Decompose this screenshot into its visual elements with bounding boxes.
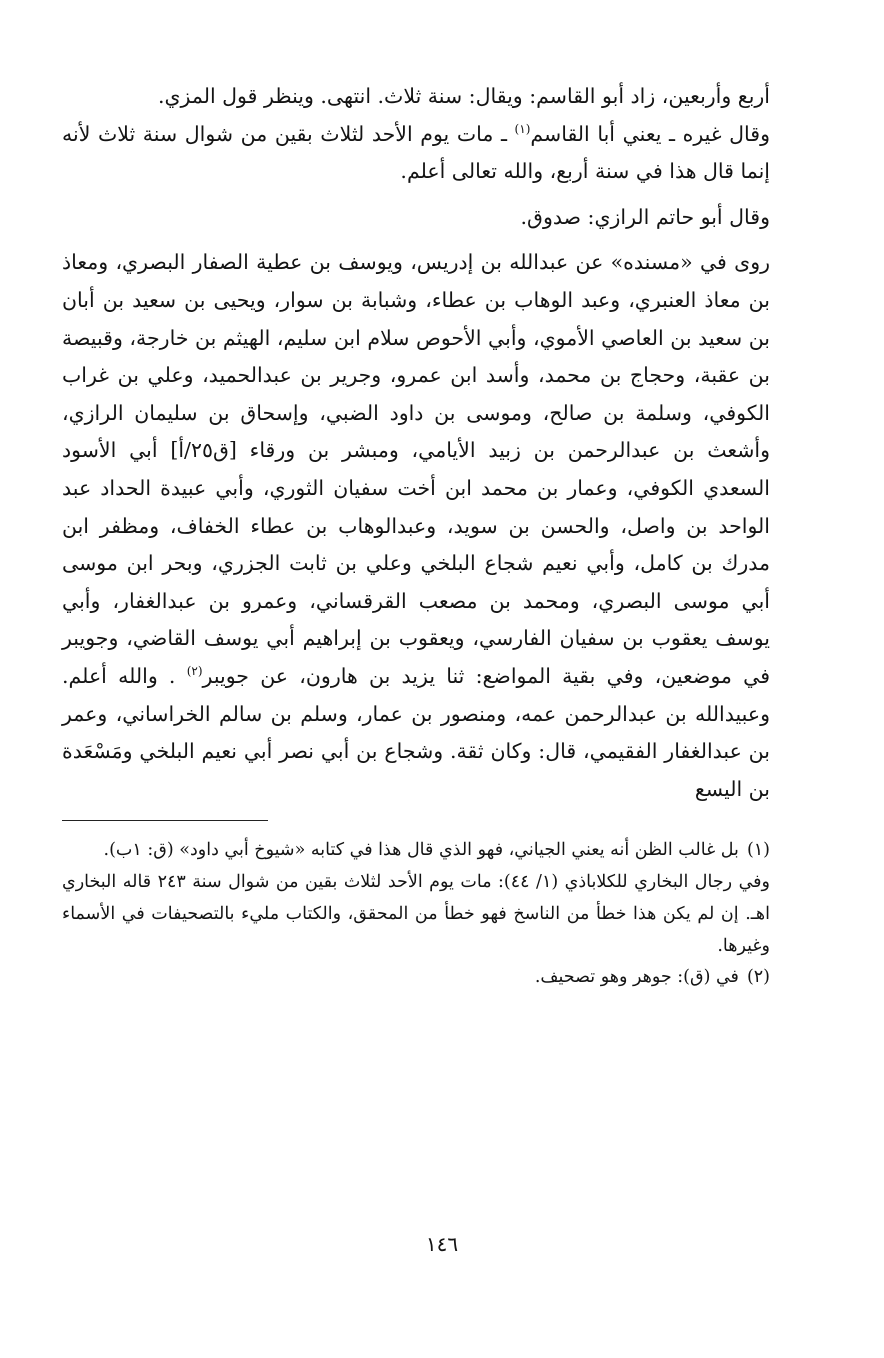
main-paragraph-1: أربع وأربعين، زاد أبو القاسم: ويقال: سنة ثلاث. انتهى. وينظر قول المزي. (157, 84, 770, 108)
footnote-divider (62, 820, 268, 821)
main-paragraph-2 (62, 116, 770, 191)
footnote-2 (62, 962, 770, 994)
footnotes-section (62, 835, 770, 994)
footnote-marker-2: (٢) (186, 664, 203, 679)
paragraph-2-text-before: وقال غيره ـ يعني أبا القاسم (530, 121, 771, 146)
footnote-2-text: في (ق): جوهر وهو تصحيف. (534, 967, 739, 988)
main-paragraph-4 (62, 244, 770, 808)
footnote-2-number: (٢) (746, 967, 770, 988)
footnote-1-continuation: وفي رجال البخاري للكلاباذي (١/ ٤٤): مات يوم الأحد لثلاث بقين من شوال سنة ٢٤٣ قاله البخاري اهـ. إن لم يكن هذا خطأ من الناسخ فهو خطأ من المحقق، والكتاب مليء بالتصحيفات في الأسماء وغيرها. (62, 872, 770, 956)
paragraph-2-text-after: ـ مات يوم الأحد لثلاث بقين من شوال سنة ثلاث لأنه إنما قال هذا في سنة أربع، والله تعالى أعلم. (62, 121, 770, 184)
footnote-1 (62, 835, 770, 867)
footnote-marker-1: (١) (514, 121, 531, 136)
page-number: ١٤٦ (425, 1232, 459, 1256)
main-text (62, 78, 770, 808)
book-page (62, 78, 770, 1338)
paragraph-4-text-after: . والله أعلم. وعبيدالله بن عبدالرحمن عمه، ومنصور بن عمار، وسلم بن سالم الخراساني، وعمر بن عبدالغفار الفقيمي، قال: وكان ثقة. وشجاع بن أبي نصر أبي نعيم البلخي ومَسْعَدة بن اليسع (62, 663, 770, 801)
footnote-1-number: (١) (746, 840, 770, 861)
paragraph-4-text-before: روى في «مسنده» عن عبدالله بن إدريس، ويوسف بن عطية الصفار البصري، ومعاذ بن معاذ العنبري، وعبد الوهاب بن عطاء، وشبابة بن سوار، ويحيى بن سعيد بن أبان بن سعيد بن العاصي الأموي، وأبي الأحوص سلام ابن سليم، الهيثم بن خارجة، وقبيصة بن عقبة، وحجاج بن محمد، وأسد ابن عمرو، وجرير بن عبدالحميد، وعلي بن غراب الكوفي، وسلمة بن صالح، وموسى بن داود الضبي، وإسحاق بن سليمان الرازي، وأشعث بن عبدالرحمن بن زبيد الأيامي، ومبشر بن ورقاء [ق٢٥/أ] أبي الأسود السعدي الكوفي، وعمار بن محمد ابن أخت سفيان الثوري، وأبي عبيدة الحداد عبد الواحد بن واصل، والحسن بن سويد، وعبدالوهاب بن عطاء الخفاف، ومظفر ابن مدرك بن كامل، وأبي نعيم شجاع البلخي وعلي بن ثابت الجزري، وبحر ابن موسى أبي موسى البصري، ومحمد بن مصعب القرقساني، وعمرو بن عبدالغفار، وأبي يوسف يعقوب بن سفيان الفارسي، ويعقوب بن إبراهيم أبي يوسف القاضي، وجويبر في موضعين، وفي بقية المواضع: ثنا يزيد بن هارون، عن جويبر (62, 250, 770, 688)
footnote-1-text: بل غالب الظن أنه يعني الجياني، فهو الذي قال هذا في كتابه «شيوخ أبي داود» (ق: ١ب). (103, 840, 739, 861)
main-paragraph-3: وقال أبو حاتم الرازي: صدوق. (520, 204, 770, 229)
